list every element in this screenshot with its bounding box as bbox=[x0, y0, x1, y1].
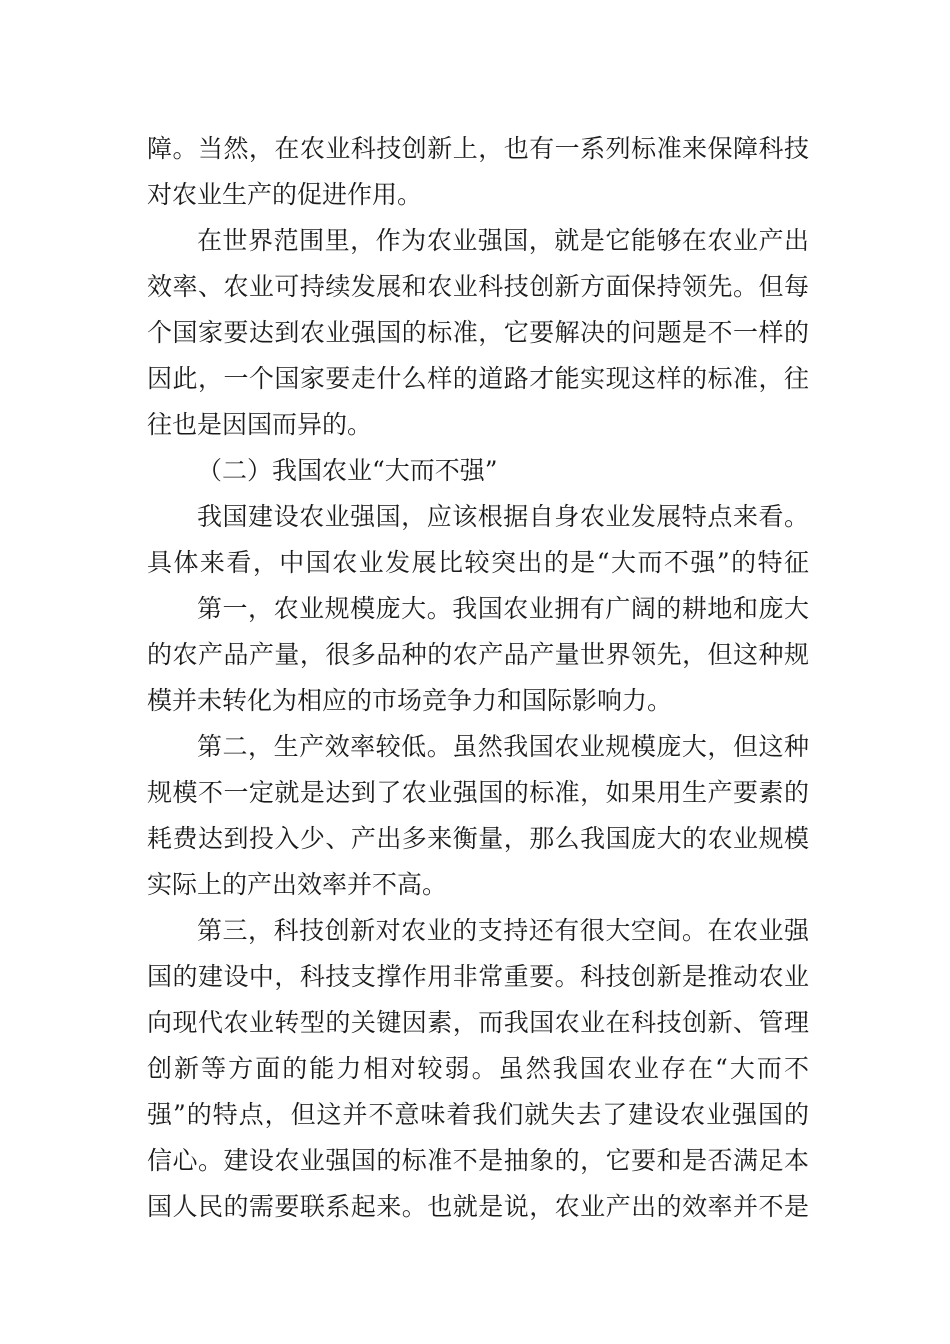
text-line: 个国家要达到农业强国的标准，它要解决的问题是不一样的 bbox=[147, 318, 809, 347]
text-line: 模并未转化为相应的市场竞争力和国际影响力。 bbox=[147, 686, 673, 715]
text-line: 对农业生产的促进作用。 bbox=[147, 180, 423, 209]
text-line: 因此，一个国家要走什么样的道路才能实现这样的标准，往 bbox=[147, 364, 809, 393]
text-line: 规模不一定就是达到了农业强国的标准，如果用生产要素的 bbox=[147, 778, 809, 807]
text-line: 第一，农业规模庞大。我国农业拥有广阔的耕地和庞大 bbox=[197, 594, 809, 623]
text-line: 的农产品产量，很多品种的农产品产量世界领先，但这种规 bbox=[147, 640, 809, 669]
text-line: 向现代农业转型的关键因素，而我国农业在科技创新、管理 bbox=[147, 1008, 809, 1037]
text-line: 第三，科技创新对农业的支持还有很大空间。在农业强 bbox=[197, 916, 809, 945]
text-line: 往也是因国而异的。 bbox=[147, 410, 373, 439]
text-line: 国的建设中，科技支撑作用非常重要。科技创新是推动农业 bbox=[147, 962, 809, 991]
text-line: 国人民的需要联系起来。也就是说，农业产出的效率并不是 bbox=[147, 1192, 809, 1221]
text-line: 具体来看，中国农业发展比较突出的是“大而不强”的特征 bbox=[147, 548, 809, 577]
text-line: 信心。建设农业强国的标准不是抽象的，它要和是否满足本 bbox=[147, 1146, 809, 1175]
text-line: 第二，生产效率较低。虽然我国农业规模庞大，但这种 bbox=[197, 732, 809, 761]
text-line: 耗费达到投入少、产出多来衡量，那么我国庞大的农业规模 bbox=[147, 824, 809, 853]
text-line: 创新等方面的能力相对较弱。虽然我国农业存在“大而不 bbox=[147, 1054, 809, 1083]
text-line: 效率、农业可持续发展和农业科技创新方面保持领先。但每 bbox=[147, 272, 809, 301]
text-line: 障。当然，在农业科技创新上，也有一系列标准来保障科技 bbox=[147, 134, 809, 163]
text-line: 强”的特点，但这并不意味着我们就失去了建设农业强国的 bbox=[147, 1100, 809, 1129]
text-line: 实际上的产出效率并不高。 bbox=[147, 870, 448, 899]
text-line: 我国建设农业强国，应该根据自身农业发展特点来看。 bbox=[197, 502, 809, 531]
section-heading: （二）我国农业“大而不强” bbox=[197, 456, 498, 485]
text-line: 在世界范围里，作为农业强国，就是它能够在农业产出 bbox=[197, 226, 809, 255]
